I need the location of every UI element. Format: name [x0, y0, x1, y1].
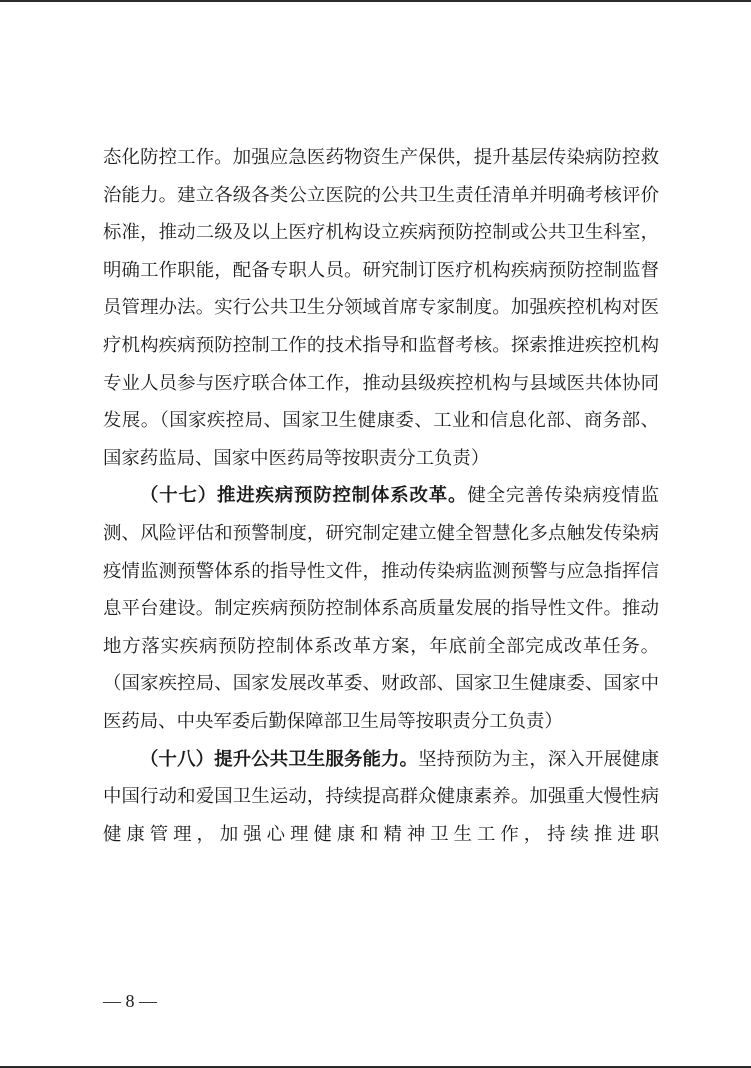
page-top-border: [0, 0, 751, 2]
paragraph-2-heading: （十七）推进疾病预防控制体系改革。: [140, 485, 468, 507]
page-number: — 8 —: [103, 991, 157, 1011]
paragraph-3: [103, 741, 659, 854]
paragraph-1: [103, 139, 659, 477]
paragraph-2: [103, 477, 659, 740]
paragraph-2-text: 健全完善传染病疫情监测、风险评估和预警制度，研究制定建立健全智慧化多点触发传染病疫情监测预警体系的指导性文件，推动传染病监测预警与应急指挥信息平台建设。制定疾病预防控制体系高质量发展的指导性文件。推动地方落实疾病预防控制体系改革方案，年底前全部完成改革任务。（国家疾控局、国家发展改革委、财政部、国家卫生健康委、国家中医药局、中央军委后勤保障部卫生局等按职责分工负责）: [103, 485, 659, 732]
paragraph-1-text: 态化防控工作。加强应急医药物资生产保供，提升基层传染病防控救治能力。建立各级各类公立医院的公共卫生责任清单并明确考核评价标准，推动二级及以上医疗机构设立疾病预防控制或公共卫生科室，明确工作职能，配备专职人员。研究制订医疗机构疾病预防控制监督员管理办法。实行公共卫生分领域首席专家制度。加强疾控机构对医疗机构疾病预防控制工作的技术指导和监督考核。探索推进疾控机构专业人员参与医疗联合体工作，推动县级疾控机构与县域医共体协同发展。（国家疾控局、国家卫生健康委、工业和信息化部、商务部、国家药监局、国家中医药局等按职责分工负责）: [103, 147, 659, 469]
paragraph-3-heading: （十八）提升公共卫生服务能力。: [140, 748, 419, 770]
body-text: [103, 139, 659, 853]
paragraph-3-text: 坚持预防为主，深入开展健康中国行动和爱国卫生运动，持续提高群众健康素养。加强重大慢性病健康管理，加强心理健康和精神卫生工作，持续推进职: [103, 748, 659, 845]
